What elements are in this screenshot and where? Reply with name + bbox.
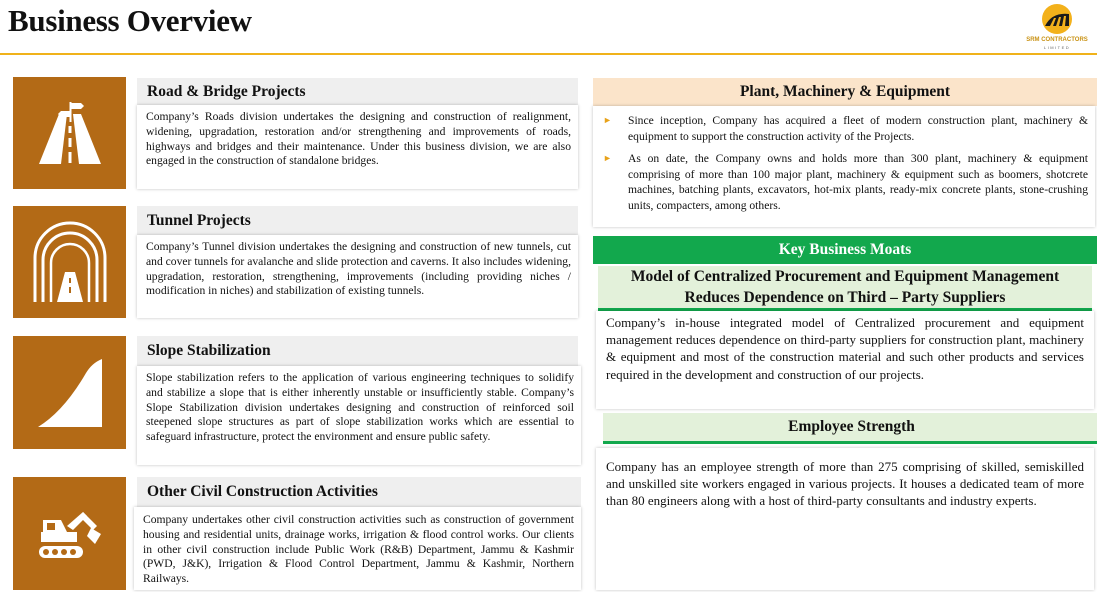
- employee-strength-body: Company has an employee strength of more than 275 comprising of skilled, semiskilled and unskilled site workers engaged in various projects. It houses a dedicated team of more than 80 engineers along with a host of third-party consultants and industry experts.: [596, 448, 1094, 590]
- company-logo: [1018, 4, 1096, 52]
- plant-machinery-body: [593, 106, 1095, 227]
- road-bridge-body: Company’s Roads division undertakes the designing and construction of realignment, widening, upgradation, restoration and/or strengthening and improvements of roads, highways and bridges and their maintenance. Under this business division, we are also engaged in the construction of standalone bridges.: [137, 105, 578, 189]
- key-business-moats-title: Key Business Moats: [593, 236, 1097, 264]
- tunnel-body: Company’s Tunnel division undertakes the designing and construction of new tunnels, cut and cover tunnels for avalanche and slide protection and caverns. It also includes widening, upgradation, restoration, strengthening, improvements (including providing niches / modification in niches) and stabilization of existing tunnels.: [137, 235, 578, 318]
- plant-machinery-title: Plant, Machinery & Equipment: [593, 78, 1097, 106]
- logo-name: SRM CONTRACTORS: [1026, 37, 1088, 43]
- plant-bullet-1: Since inception, Company has acquired a fleet of modern construction plant, machinery & equipment to support the construction activity of the Projects.: [628, 114, 1088, 143]
- page-title: Business Overview: [8, 3, 252, 38]
- excavator-icon: [35, 504, 105, 564]
- logo-emblem-icon: [1042, 4, 1072, 34]
- list-item: [603, 151, 1088, 213]
- plant-bullet-2: As on date, the Company owns and holds more than 300 plant, machinery & equipment comprising of more than 100 major plant, machinery & equipment such as boomers, shotcrete machines, batching plants, excavators, hot-mix plants, ready-mix concrete plants, stone-crushing units, compacters, among others.: [628, 152, 1088, 212]
- excavator-icon-box: [13, 477, 126, 590]
- title-divider: [0, 53, 1097, 55]
- slope-body: Slope stabilization refers to the application of various engineering techniques to solidify and stabilize a slope that is either inherently unstable or insufficiently stable. Company’s Slope Stabilization division undertakes designing and construction of reinforced soil steepened slope structures as part of slope stabilization works which are essential to safeguard infrastructure, protect the environment and ensure public safety.: [137, 366, 581, 465]
- centralized-procurement-title-line2: Reduces Dependence on Third – Party Suppliers: [684, 289, 1006, 306]
- road-icon: [35, 98, 105, 168]
- slope-icon-box: [13, 336, 126, 449]
- bullet-arrow-icon: ►: [603, 115, 612, 125]
- tunnel-title: Tunnel Projects: [137, 206, 578, 235]
- road-bridge-title: Road & Bridge Projects: [137, 78, 578, 105]
- centralized-procurement-body: Company’s in-house integrated model of Centralized procurement and equipment management reduces dependence on third-party suppliers for construction plant, machinery & equipment and most of the construction material and such other products and services required in the development and construction of our projects.: [596, 311, 1094, 409]
- other-civil-title: Other Civil Construction Activities: [137, 477, 581, 507]
- logo-subtitle: LIMITED: [1043, 45, 1071, 50]
- other-civil-body: Company undertakes other civil construction activities such as construction of government housing and residential units, drainage works, irrigation & flood control works. Our clients in other civil construction include Public Work (R&B) Department, Jammu & Kashmir (PWD, J&K), Irrigation & Flood Control Department, Jammu & Kashmir, Northern Railways.: [134, 507, 581, 590]
- centralized-procurement-title-line1: Model of Centralized Procurement and Equipment Management: [630, 268, 1060, 285]
- bullet-arrow-icon: ►: [603, 153, 612, 163]
- road-icon-box: [13, 77, 126, 189]
- slope-title: Slope Stabilization: [137, 336, 578, 366]
- slope-icon: [30, 353, 110, 433]
- centralized-procurement-title: [598, 266, 1092, 311]
- tunnel-icon: [31, 220, 109, 304]
- tunnel-icon-box: [13, 206, 126, 318]
- list-item: [603, 113, 1088, 144]
- employee-strength-title: Employee Strength: [603, 413, 1097, 444]
